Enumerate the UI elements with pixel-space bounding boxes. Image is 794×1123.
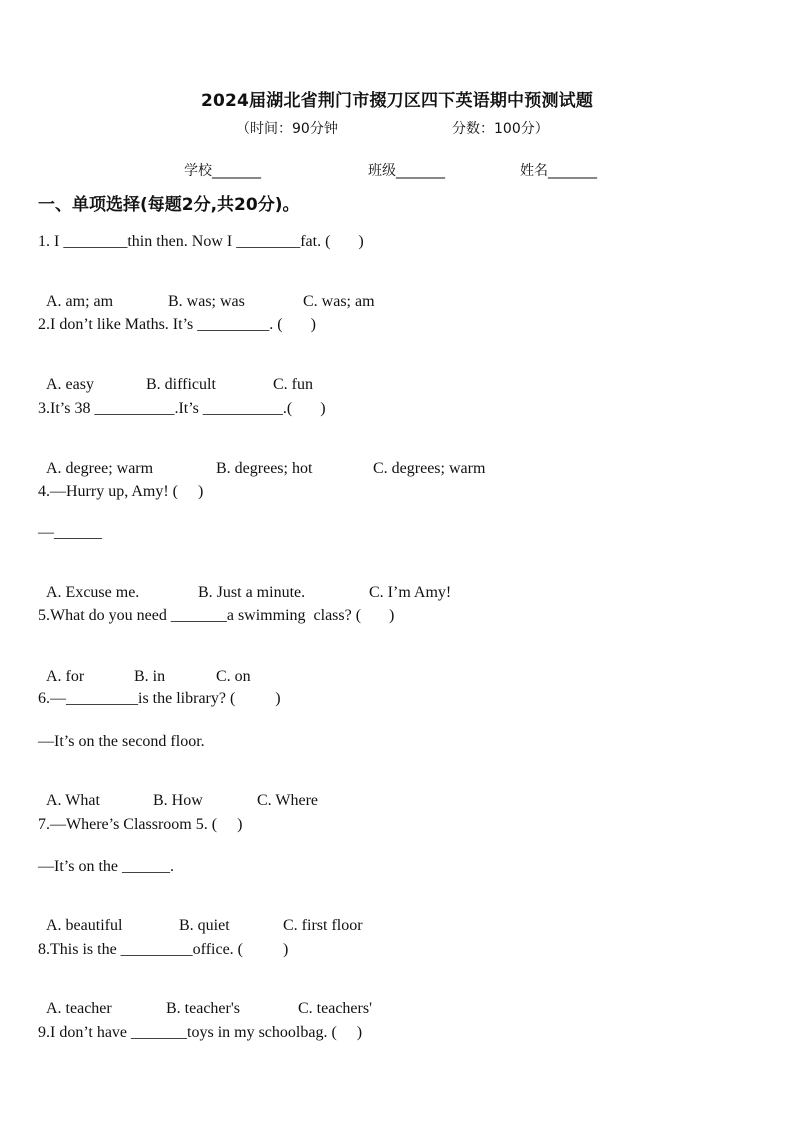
question-4-stem: 4.—Hurry up, Amy! ( ) <box>38 483 204 500</box>
option-c: C. first floor <box>283 917 363 934</box>
option-b: B. teacher's <box>166 1000 240 1017</box>
option-c: C. on <box>216 668 251 685</box>
option-a: A. What <box>46 792 100 809</box>
question-7-options <box>38 899 363 935</box>
question-5-options <box>38 650 251 686</box>
question-2-stem: 2.I don’t like Maths. It’s _________. ( ) <box>38 316 316 333</box>
option-c: C. I’m Amy! <box>369 584 452 601</box>
question-6-reply: —It’s on the second floor. <box>38 733 205 750</box>
exam-title: 2024届湖北省荆门市掇刀区四下英语期中预测试题 <box>200 91 594 111</box>
option-a: A. teacher <box>46 1000 112 1017</box>
option-b: B. How <box>153 792 203 809</box>
question-4-options <box>38 566 451 602</box>
question-8-options <box>38 982 372 1018</box>
question-6-stem: 6.—_________is the library? ( ) <box>38 690 281 707</box>
option-a: A. for <box>46 668 85 685</box>
question-7-stem: 7.—Where’s Classroom 5. ( ) <box>38 816 243 833</box>
option-a: A. beautiful <box>46 917 123 934</box>
question-9-stem: 9.I don’t have _______toys in my schoolbag. ( ) <box>38 1024 363 1041</box>
section-heading: 一、单项选择(每题2分,共20分)。 <box>38 195 300 215</box>
option-a: A. am; am <box>46 293 114 310</box>
option-a: A. Excuse me. <box>46 584 140 601</box>
option-c: C. fun <box>273 376 313 393</box>
option-b: B. degrees; hot <box>216 460 313 477</box>
option-c: C. teachers' <box>298 1000 372 1017</box>
option-b: B. was; was <box>168 293 245 310</box>
question-3-stem: 3.It’s 38 __________.It’s __________.( ) <box>38 400 326 417</box>
class-field: 班级_______ <box>368 163 445 179</box>
school-field: 学校_______ <box>184 163 261 179</box>
option-b: B. Just a minute. <box>198 584 306 601</box>
exam-time: （时间：90分钟 <box>236 121 338 137</box>
option-b: B. in <box>134 668 166 685</box>
option-c: C. degrees; warm <box>373 460 486 477</box>
option-b: B. quiet <box>179 917 230 934</box>
question-1-stem: 1. I ________thin then. Now I ________fat. ( ) <box>38 233 364 250</box>
option-b: B. difficult <box>146 376 216 393</box>
option-c: C. Where <box>257 792 319 809</box>
option-a: A. easy <box>46 376 94 393</box>
question-2-options <box>38 358 313 394</box>
question-1-options <box>38 275 375 311</box>
option-a: A. degree; warm <box>46 460 154 477</box>
name-field: 姓名_______ <box>520 163 597 179</box>
question-7-reply: —It’s on the ______. <box>38 858 174 875</box>
question-3-options <box>38 442 485 478</box>
question-5-stem: 5.What do you need _______a swimming class? ( ) <box>38 607 395 624</box>
option-c: C. was; am <box>303 293 375 310</box>
question-6-options <box>38 774 318 810</box>
question-8-stem: 8.This is the _________office. ( ) <box>38 941 289 958</box>
exam-score: 分数：100分） <box>452 121 549 137</box>
question-4-reply: —______ <box>38 524 102 541</box>
